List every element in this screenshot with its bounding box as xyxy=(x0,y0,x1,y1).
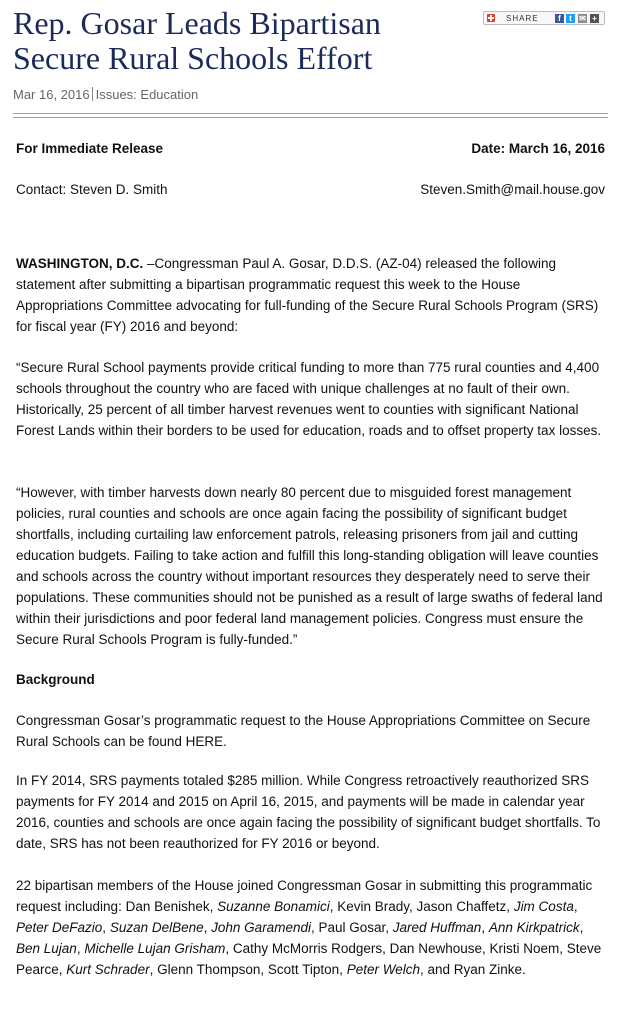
post-meta xyxy=(13,87,198,102)
members-text: , Kevin Brady, Jason Chaffetz, xyxy=(329,899,514,914)
share-button[interactable] xyxy=(483,11,605,25)
divider xyxy=(13,113,608,114)
member-name-italic: John Garamendi xyxy=(211,920,311,935)
intro-text: –Congressman Paul A. Gosar, D.D.S. (AZ-04) released the following statement after submitting a bipartisan programmatic request this week to the House Appropriations Committee advocating for full-funding of the Secure Rural Schools Program (SRS) for fiscal year (FY) 2016 and beyond: xyxy=(16,256,599,334)
members-text: 22 bipartisan members of the House joined Congressman Gosar in submitting this programmatic request including: Dan Benishek, xyxy=(16,878,593,914)
member-name-italic: Peter Welch xyxy=(346,962,420,977)
members-text: , xyxy=(76,941,85,956)
release-label: For Immediate Release xyxy=(16,141,164,156)
post-date: Mar 16, 2016 xyxy=(13,87,90,102)
member-name-italic: Peter DeFazio xyxy=(16,920,103,935)
twitter-icon[interactable]: t xyxy=(566,14,575,23)
members-text: , Paul Gosar, xyxy=(310,920,393,935)
member-name-italic: Suzanne Bonamici xyxy=(217,899,330,914)
contact-row xyxy=(16,182,605,197)
release-row xyxy=(16,141,605,156)
member-name-italic: Ben Lujan xyxy=(16,941,77,956)
more-icon[interactable]: + xyxy=(590,14,599,23)
member-name-italic: Ann Kirkpatrick xyxy=(488,920,580,935)
facebook-icon[interactable]: f xyxy=(555,14,564,23)
issues-link[interactable]: Issues: Education xyxy=(95,87,199,102)
share-label: SHARE xyxy=(506,14,539,23)
paragraph-members xyxy=(16,875,608,980)
members-text: , xyxy=(203,920,212,935)
member-name-italic: Jim Costa xyxy=(513,899,574,914)
paragraph-intro xyxy=(16,253,608,337)
member-name-italic: Michelle Lujan Grisham xyxy=(84,941,226,956)
member-name-italic: Kurt Schrader xyxy=(66,962,150,977)
paragraph-quote-1: “Secure Rural School payments provide critical funding to more than 775 rural counties and 4,400 schools throughout the country who are faced with unique challenges at no fault of their own. Historically, 25 percent of all timber harvest revenues went to counties with significant National Forest Lands within their borders to be used for education, roads and to offset property tax losses. xyxy=(16,360,602,438)
email-icon[interactable]: ✉ xyxy=(579,14,586,23)
members-text: , and Ryan Zinke. xyxy=(419,962,526,977)
add-icon xyxy=(487,14,495,22)
paragraph-payments: In FY 2014, SRS payments totaled $285 million. While Congress retroactively reauthorized SRS payments for FY 2014 and 2015 on April 16, 2015, and payments will be made in calendar year 2016, counties and schools are once again facing the possibility of significant budget shortfalls. To date, SRS has not been reauthorized for FY 2016 or beyond. xyxy=(16,773,601,851)
release-date: Date: March 16, 2016 xyxy=(471,141,605,156)
member-name-italic: Jared Huffman xyxy=(392,920,482,935)
paragraph-request: Congressman Gosar’s programmatic request to the House Appropriations Committee on Secure Rural Schools can be found HERE. xyxy=(16,713,591,749)
divider xyxy=(13,117,608,118)
member-name-italic: Suzan DelBene xyxy=(109,920,204,935)
paragraph-quote-2: “However, with timber harvests down nearly 80 percent due to misguided forest management policies, rural counties and schools are once again facing the possibility of significant budget shortfalls, including curtailing law enforcement patrols, releasing prisoners from jail and cutting education budgets. Failing to take action and fulfill this long-standing obligation will leave counties and schools across the country without important resources they desperately need to serve their populations. These communities should not be punished as a result of large swaths of federal land within their jurisdictions and poor federal land management policies. Congress must ensure the Secure Rural Schools Program is fully-funded.” xyxy=(16,485,603,647)
contact-name: Contact: Steven D. Smith xyxy=(16,182,168,197)
members-text: , xyxy=(573,899,578,914)
members-text: , xyxy=(579,920,584,935)
members-text: , Glenn Thompson, Scott Tipton, xyxy=(149,962,347,977)
page-title: Rep. Gosar Leads Bipartisan Secure Rural Schools Effort xyxy=(13,5,381,76)
members-text: , Cathy McMorris Rodgers, Dan Newhouse, Kristi Noem, Steve Pearce, xyxy=(16,941,602,977)
dateline: WASHINGTON, D.C. xyxy=(16,256,144,271)
background-heading: Background xyxy=(16,672,95,687)
contact-email[interactable]: Steven.Smith@mail.house.gov xyxy=(420,182,605,197)
meta-divider xyxy=(92,87,93,101)
members-text: , xyxy=(102,920,110,935)
members-text: , xyxy=(481,920,489,935)
